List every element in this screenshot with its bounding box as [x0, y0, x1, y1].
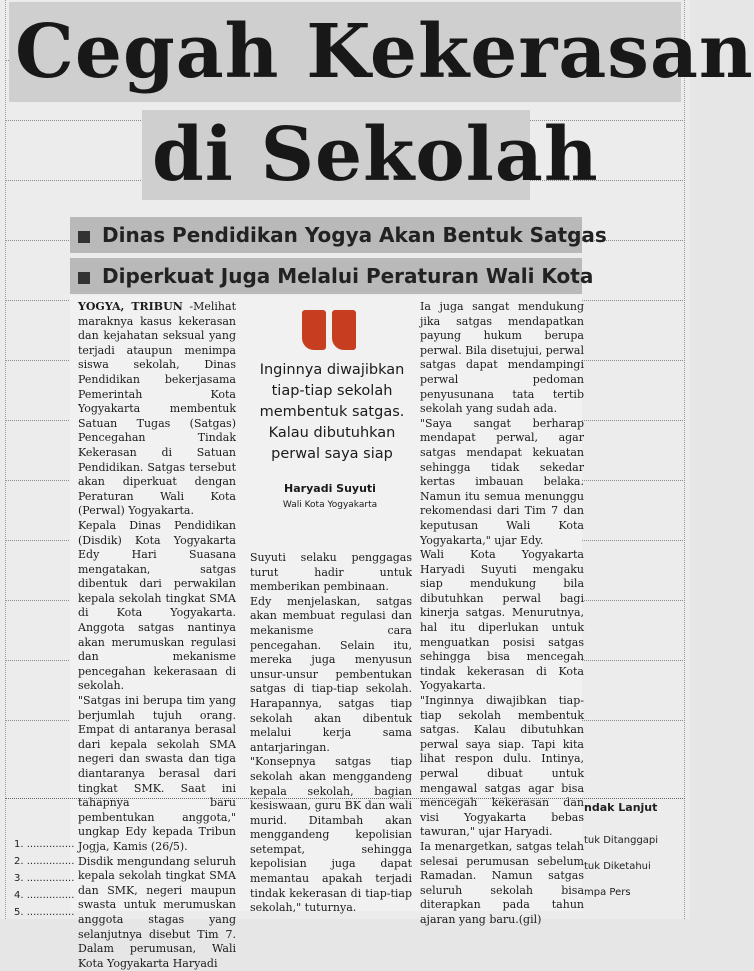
grid-vline [684, 0, 685, 919]
article-column-2: Suyuti selaku penggagas turut hadir untuk memberikan pembinaan. Edy menjelaskan, satgas akan membuat regulasi dan mekanisme cara pencegahan. Selain itu, mereka juga menyusun unsur-unsur pembentukan satgas di tiap-tiap sekolah. Harapannya, satgas tiap sekolah akan dibentuk melalui kerja sama antarjaringan. "Konsepnya satgas tiap sekolah akan menggandeng kepala sekolah, bagian kesiswaan, guru BK dan wali murid. Ditambah akan menggandeng kepolisian setempat, sehingga kepolisian juga dapat memantau apakah terjadi tindak kekerasan di tiap-tiap sekolah," tuturnya. [250, 551, 412, 915]
subhead-2 [70, 258, 594, 294]
pull-quote-text: Inginnya diwajibkan tiap-tiap sekolah membentuk satgas. Kalau dibutuhkan perwal saya siap [259, 362, 405, 462]
option-ditanggapi: tuk Ditanggapi [584, 835, 659, 846]
grid-vline [5, 0, 6, 919]
article-column-1: YOGYA, TRIBUN -Melihat maraknya kasus kekerasan dan kejahatan seksual yang terjadi ataupun menimpa siswa sekolah, Dinas Pendidikan bekerjasama Pemerintah Kota Yogyakarta membentuk Satuan Tugas (Satgas) Pencegahan Tindak Kekerasan di Satuan Pendidikan. Satgas tersebut akan diperkuat dengan Peraturan Wali Kota (Perwal) Yogyakarta. Kepala Dinas Pendidikan (Disdik) Kota Yogyakarta Edy Hari Suasana mengatakan, satgas dibentuk dari perwakilan kepala sekolah tingkat SMA di Kota Yogyakarta. Anggota satgas nantinya akan merumuskan regulasi dan mekanisme pencegahan kekerasaan di sekolah. "Satgas ini berupa tim yang berjumlah tujuh orang. Empat di antaranya berasal dari kepala sekolah SMA negeri dan swasta dan tiga diantaranya berasal dari tingkat SMK. Saat ini tahapnya baru pembentukan anggota," ungkap Edy kepada Tribun Jogja, Kamis (26/5). Disdik mengundang seluruh kepala sekolah tingkat SMA dan SMK, negeri maupun swasta untuk merumuskan anggota stagas yang selanjutnya disebut Tim 7. Dalam perumusan, Wali Kota Yogyakarta Haryadi [78, 300, 236, 970]
headline-line-2: di Sekolah [142, 110, 530, 200]
square-bullet-icon [78, 272, 90, 284]
dateline: YOGYA, TRIBUN [78, 300, 183, 313]
pull-quote-name: Haryadi Suyuti [284, 482, 376, 495]
pull-quote-role: Wali Kota Yogyakarta [282, 500, 378, 510]
disposition-form [5, 798, 685, 920]
pull-quote [244, 302, 416, 542]
option-diketahui: tuk Diketahui [584, 861, 651, 872]
quote-mark-icon [332, 310, 356, 350]
disposition-list: 1. ............... 2. ............... 3. ............... 4. ............... 5. ............... [14, 839, 75, 918]
square-bullet-icon [78, 231, 90, 243]
subhead-1 [70, 217, 607, 253]
tindak-lanjut-label: ndak Lanjut [584, 801, 658, 814]
option-pers: mpa Pers [584, 887, 631, 898]
quote-mark-icon [302, 310, 326, 350]
article-column-3: Ia juga sangat mendukung jika satgas mendapatkan payung hukum berupa perwal. Bila disetujui, perwal satgas dapat mendampingi perwal pedoman penyusunana tata tertib sekolah yang sudah ada. "Saya sangat berharap mendapat perwal, agar satgas mendapat kekuatan sehingga tidak sekedar kertas imbauan belaka. Namun itu semua menunggu rekomendasi dari Tim 7 dan keputusan Wali Kota Yogyakarta," ujar Edy. Wali Kota Yogyakarta Haryadi Suyuti mengaku siap mendukung bila dibutuhkan perwal bagi kinerja satgas. Menurutnya, hal itu diperlukan untuk menguatkan posisi satgas sehingga bisa mencegah tindak kekerasan di Kota Yogyakarta. "Inginnya diwajibkan tiap-tiap sekolah membentuk satgas. Kalau dibutuhkan perwal saya siap. Tapi kita lihat respon dulu. Intinya, perwal dibuat untuk mengawal satgas agar bisa mencegah kekerasan dan visi Yogyakarta bebas tawuran," ujar Haryadi. Ia menargetkan, satgas telah selesai perumusan sebelum Ramadan. Namun satgas seluruh sekolah bisa diterapkan pada tahun ajaran yang baru.(gil) [420, 300, 584, 926]
headline-line-1: Cegah Kekerasan [9, 2, 681, 102]
subhead-1-text: Dinas Pendidikan Yogya Akan Bentuk Satgas [102, 223, 607, 247]
subhead-2-text: Diperkuat Juga Melalui Peraturan Wali Kota [102, 264, 594, 288]
